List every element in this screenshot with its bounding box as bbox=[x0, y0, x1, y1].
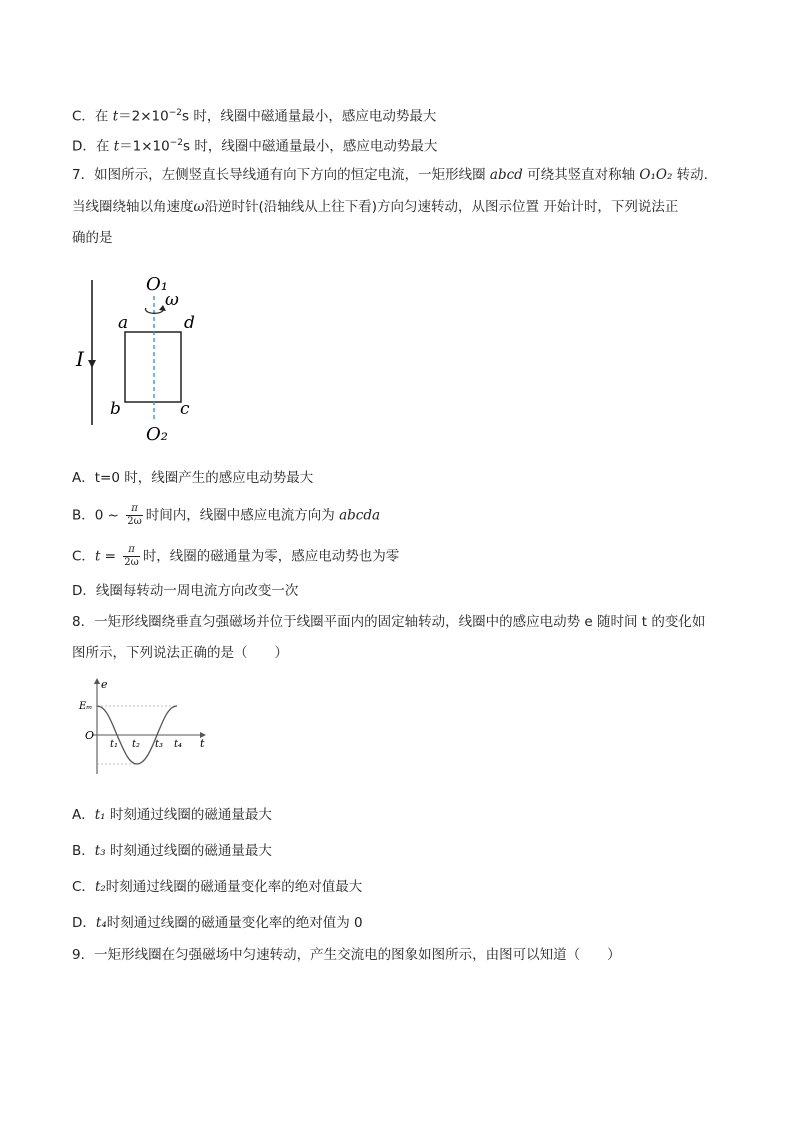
q7-option-a: A．t=0 时，线圈产生的感应电动势最大 bbox=[72, 470, 314, 486]
label-O1: O₁ bbox=[146, 274, 168, 295]
q7-figure bbox=[70, 268, 210, 448]
q7-stem-line3: 确的是 bbox=[72, 230, 113, 246]
label-e: e bbox=[101, 678, 108, 691]
q9-stem: 9．一矩形线圈在匀强磁场中匀速转动，产生交流电的图象如图所示，由图可以知道（ ） bbox=[72, 947, 621, 963]
label-a: a bbox=[118, 313, 129, 333]
q7-stem-line2: 当线圈绕轴以角速度ω沿逆时针(沿轴线从上往下看)方向匀速转动，从图示位置 开始计时，下列说法正 bbox=[72, 199, 679, 215]
label-t: t bbox=[200, 737, 205, 750]
q7-option-d: D．线圈每转动一周电流方向改变一次 bbox=[72, 583, 299, 599]
label-Em: Eₘ bbox=[79, 701, 93, 712]
label-t4: t₄ bbox=[174, 739, 183, 750]
q6-option-d: D．在 $t=1\times 10^{-2}s$ 时，线圈中磁通量最小，感应电动势最大 bbox=[72, 138, 438, 155]
q7-stem-line1: 7．如图所示，左侧竖直长导线通有向下方向的恒定电流，一矩形线圈 abcd 可绕其竖直对称轴 O₁O₂ 转动. bbox=[72, 167, 708, 183]
q6-option-c: C．在 $t=2\times 10^{-2}s$ 时，线圈中磁通量最小，感应电动势最大 bbox=[72, 108, 437, 125]
label-t1: t₁ bbox=[110, 739, 119, 750]
label-b: b bbox=[110, 399, 121, 419]
e-axis-arrow-icon bbox=[94, 678, 100, 684]
q8-stem-line1: 8．一矩形线圈绕垂直匀强磁场并位于线圈平面内的固定轴转动，线圈中的感应电动势 e 随时间 t 的变化如 bbox=[72, 614, 706, 630]
coil bbox=[125, 332, 181, 402]
label-I: I bbox=[76, 347, 84, 371]
q7-option-b: B．0 ~ $\frac{\pi}{2\omega}$ 时间内，线圈中感应电流方向为 abcda bbox=[72, 503, 381, 527]
label-O2: O₂ bbox=[146, 424, 168, 445]
q8-option-b: B．t₃ 时刻通过线圈的磁通量最大 bbox=[72, 843, 272, 859]
label-O: O bbox=[85, 729, 95, 742]
q8-option-d: D．t₄时刻通过线圈的磁通量变化率的绝对值为 0 bbox=[72, 915, 363, 931]
current-arrow-icon bbox=[88, 360, 96, 368]
q8-option-c: C．t₂时刻通过线圈的磁通量变化率的绝对值最大 bbox=[72, 879, 363, 895]
label-t2: t₂ bbox=[132, 739, 141, 750]
label-omega: ω bbox=[165, 290, 179, 310]
label-d: d bbox=[184, 313, 195, 333]
q8-stem-line2: 图所示，下列说法正确的是（ ） bbox=[72, 645, 288, 661]
label-t3: t₃ bbox=[155, 739, 164, 750]
q8-option-a: A．t₁ 时刻通过线圈的磁通量最大 bbox=[72, 807, 272, 823]
q8-figure bbox=[74, 676, 214, 780]
q7-option-c: C．t = $\frac{\pi}{2\omega}$ 时，线圈的磁通量为零，感应电动势也为零 bbox=[72, 544, 400, 568]
label-c: c bbox=[180, 399, 190, 419]
